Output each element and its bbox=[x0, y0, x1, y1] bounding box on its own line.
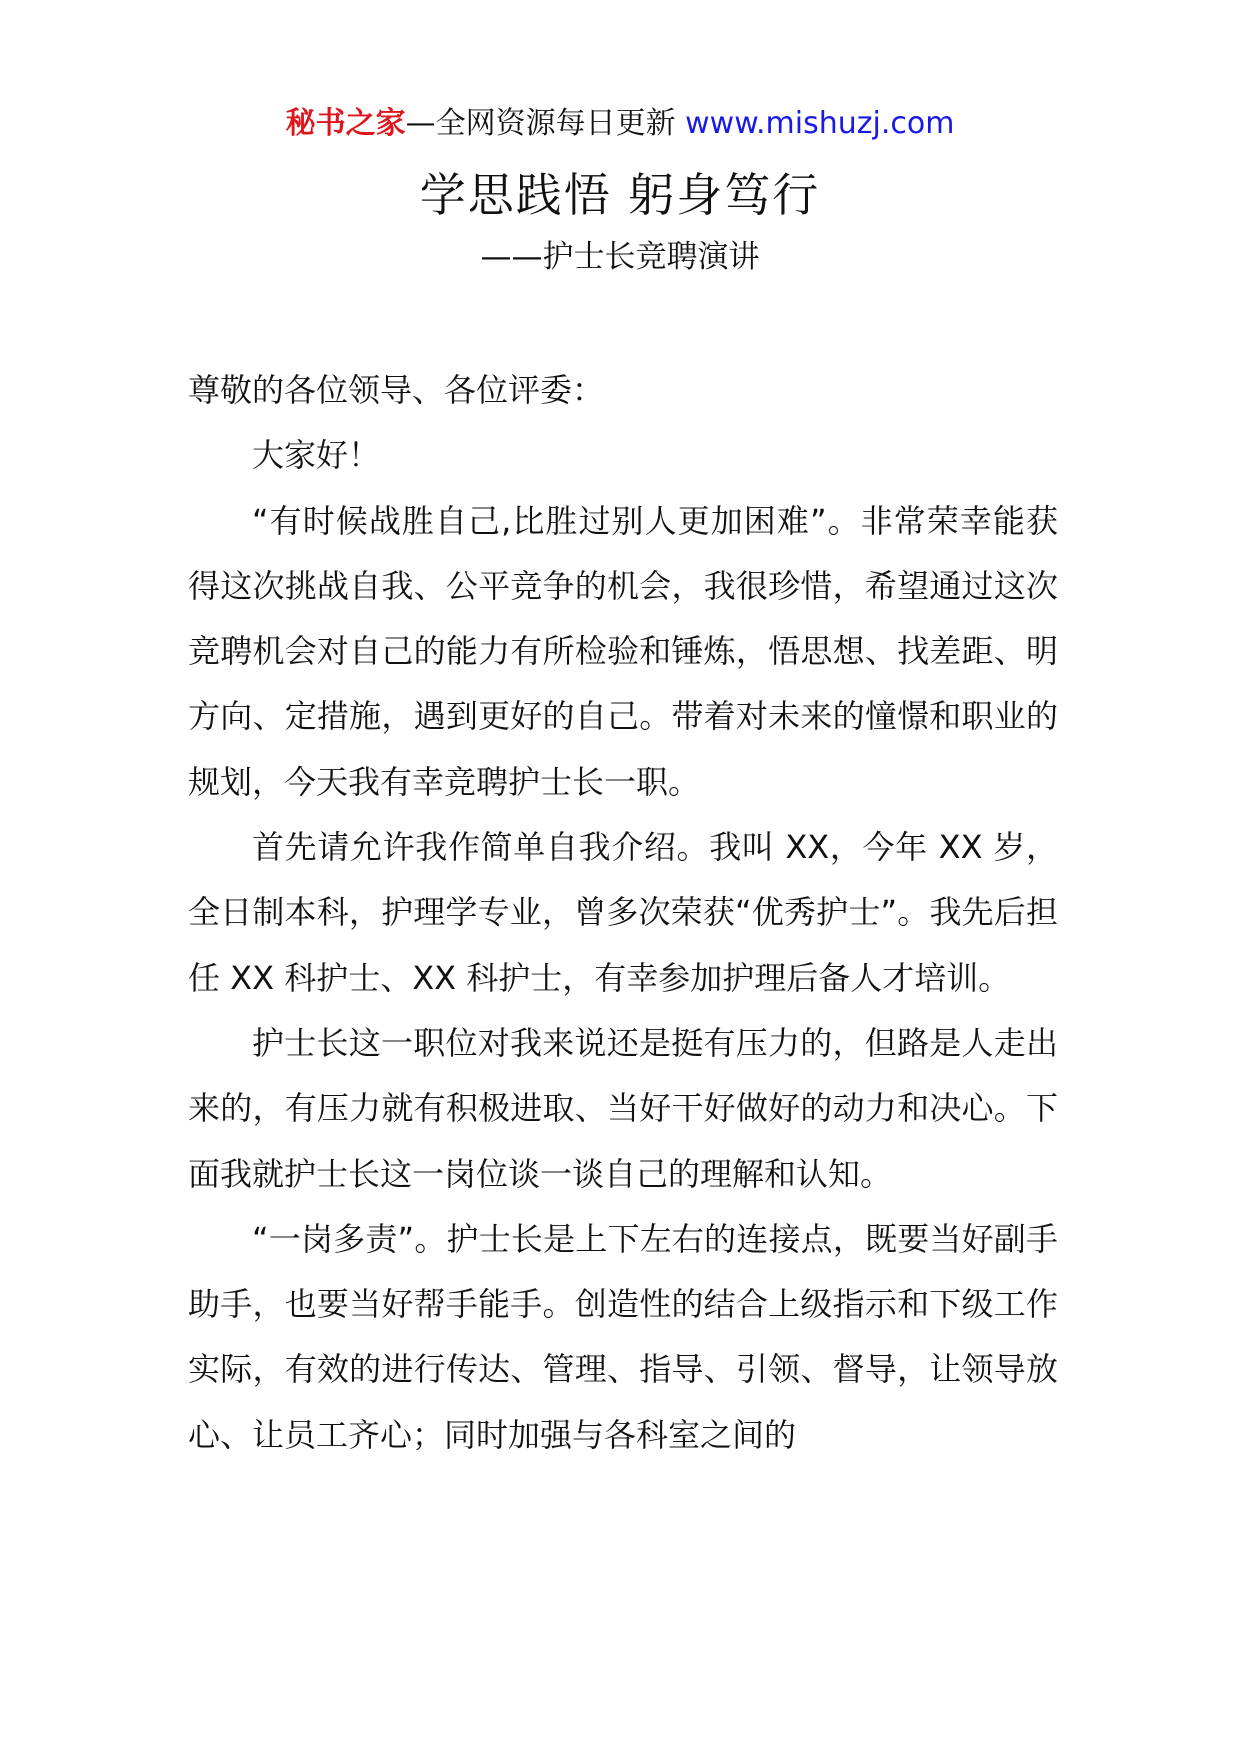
site-tagline: —全网资源每日更新 bbox=[405, 106, 676, 141]
paragraph-multiple-duties: “一岗多责”。护士长是上下左右的连接点，既要当好副手助手，也要当好帮手能手。创造性的结合上级指示和下级工作实际，有效的进行传达、管理、指导、引领、督导，让领导放心、让员工齐心；同时加强与各科室之间的 bbox=[188, 1219, 1058, 1454]
salutation: 尊敬的各位领导、各位评委： bbox=[188, 371, 605, 409]
site-header bbox=[0, 98, 1240, 150]
document-title: 学思践悟 躬身笃行 bbox=[419, 168, 821, 222]
paragraph-role-understanding: 护士长这一职位对我来说还是挺有压力的，但路是人走出来的，有压力就有积极进取、当好干好做好的动力和决心。下面我就护士长这一岗位谈一谈自己的理解和认知。 bbox=[188, 1023, 1058, 1193]
document-subtitle: ——护士长竞聘演讲 bbox=[480, 239, 760, 275]
paragraph-greeting: 大家好！ bbox=[252, 436, 381, 475]
document-body bbox=[188, 358, 1058, 1468]
paragraph-self-introduction: 首先请允许我作简单自我介绍。我叫 XX，今年 XX 岁，全日制本科，护理学专业，曾多次荣获“优秀护士”。我先后担任 XX 科护士、XX 科护士，有幸参加护理后备人才培训。 bbox=[188, 828, 1058, 997]
brand-name: 秘书之家 bbox=[285, 106, 406, 141]
site-url: www.mishuzj.com bbox=[685, 106, 955, 141]
paragraph-opening: “有时候战胜自己,比胜过别人更加困难”。非常荣幸能获得这次挑战自我、公平竞争的机会，我很珍惜，希望通过这次竞聘机会对自己的能力有所检验和锤炼，悟思想、找差距、明方向、定措施，遇到更好的自己。带着对未来的憧憬和职业的规划，今天我有幸竞聘护士长一职。 bbox=[188, 501, 1058, 801]
